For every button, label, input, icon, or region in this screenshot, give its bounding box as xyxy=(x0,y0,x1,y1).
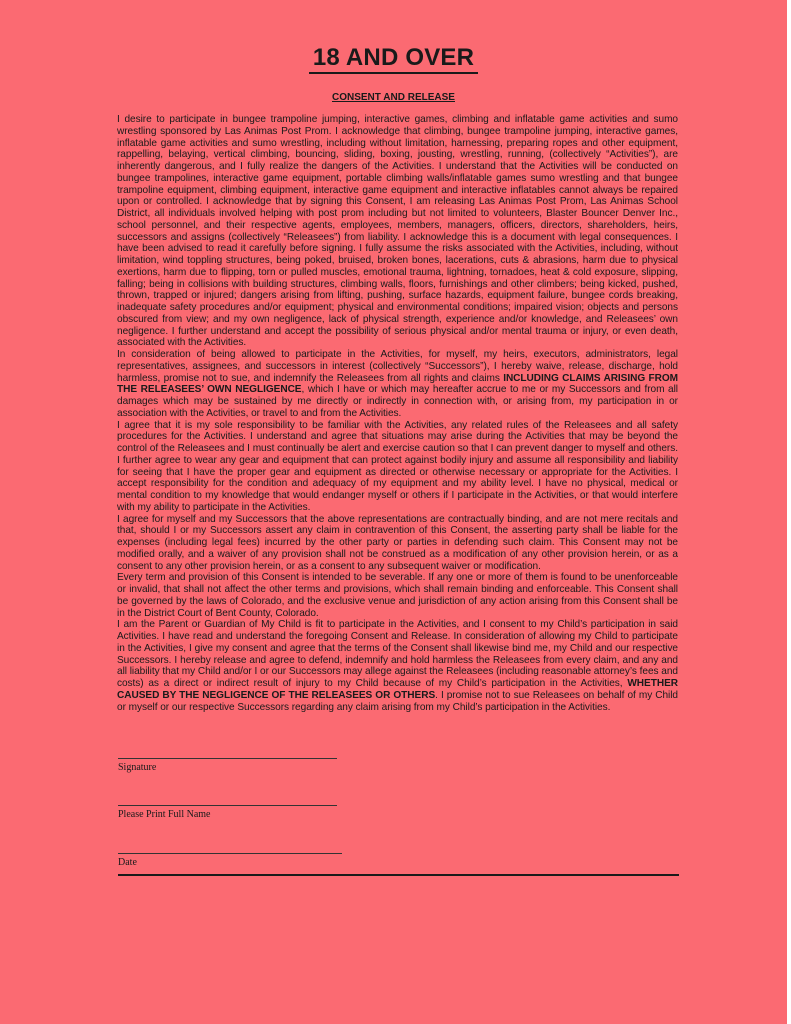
date-label: Date xyxy=(118,857,137,868)
paragraph-text: I agree that it is my sole responsibility to be familiar with the Activities, any related rules of the Releasees and all safety procedures for the Activities. I understand and agree that situations may arise during the Activities that may be beyond the control of the Releasees and I must continually be alert and exercise caution so that I can prevent danger to myself and others. I further agree to wear any gear and equipment that can protect against bodily injury and assume all responsibility and liability for seeing that I have the proper gear and equipment as directed or otherwise necessary or appropriate for the Activities. I accept responsibility for the condition and adequacy of my equipment and my ability level. I have no physical, medical or mental condition to my knowledge that would endanger myself or others if I participate in the Activities, or that would interfere with my ability to participate in the Activities. xyxy=(117,419,678,513)
paragraph-text: I desire to participate in bungee trampoline jumping, interactive games, climbing and inflatable game activities and sumo wrestling sponsored by Las Animas Post Prom. I acknowledge that climbing, bungee trampoline jumping, interactive games, inflatable game activities and sumo wrestling, including without limitation, harnessing, preparing ropes and other equipment, rappelling, belaying, vertical climbing, bouncing, sliding, boxing, jousting, wrestling, running, (collectively “Activities”), are inherently dangerous, and I fully realize the dangers of the Activities. I understand that the Activities will be conducted on bungee trampolines, interactive game equipment, portable climbing walls/inflatable games sumo wrestling and that bungee trampoline equipment, climbing equipment, interactive game equipment and interactive inflatables cannot always be repaired upon or controlled. I acknowledge that by signing this Consent, I am releasing Las Animas Post Prom, Las Animas School District, all individuals involved helping with post prom including but not limited to volunteers, Blaster Bouncer Denver Inc., school personnel, and their respective agents, employees, members, managers, officers, directors, shareholders, heirs, successors and assigns (collectively “Releasees”) from liability. I acknowledge this is a document with legal consequences. I have been advised to read it carefully before signing. I fully assume the risks associated with the Activities, including, without limitation, wind toppling structures, being poked, bruised, broken bones, lacerations, cuts & abrasions, harm due to physical exertions, harm due to flipping, torn or pulled muscles, emotional trauma, lightning, tornadoes, heat & cold exposure, slipping, falling; being in collisions with building structures, climbing walls, floors, furnishings and other climbers; being kicked, pushed, thrown, trapped or injured; dangers arising from lifting, pushing, surface hazards, equipment failure, bungee cords breaking, inadequate safety procedures and/or equipment; physical and environmental conditions; impaired vision; objects and persons obscured from view; and my own negligence, lack of physical strength, experience and/or knowledge, and Releasees’ own negligence. I further understand and accept the possibility of serious physical and/or mental trauma or injury, or even death, associated with the Activities. xyxy=(117,114,678,349)
signature-line[interactable] xyxy=(118,758,337,759)
page-title: 18 AND OVER xyxy=(0,44,787,72)
paragraph-text: I am the Parent or Guardian of My Child is fit to participate in the Activities, and I consent to my Child’s participation in said Activities. I have read and understand the foregoing Consent and Release. In consideration of allowing my Child to participate in the Activities, I give my consent and agree that the terms of the Consent shall likewise bind me, my Child and our respective Successors. I hereby release and agree to defend, indemnify and hold harmless the Releasees from every claim, and any and all liability that my Child and/or I or our Successors may allege against the Releasees (including reasonable attorney’s fees and costs) as a direct or indirect result of injury to my Child because of my Child’s participation in the Activities, xyxy=(117,619,678,689)
full-name-line[interactable] xyxy=(118,805,337,806)
full-name-field[interactable] xyxy=(118,805,337,820)
signature-label: Signature xyxy=(118,762,157,773)
release-body xyxy=(117,114,678,713)
paragraph-activities-risks xyxy=(117,114,678,349)
full-name-label: Please Print Full Name xyxy=(118,809,211,820)
paragraph-binding xyxy=(117,514,678,573)
paragraph-text: I agree for myself and my Successors that the above representations are contractually binding, and are not mere recitals and that, should I or my Successors assert any claim in contravention of this Consent, the asserting party shall be liable for the expenses (including legal fees) incurred by the other party or parties in defending such claim. This Consent may not be modified orally, and a waiver of any provision shall not be construed as a modification of any other provision herein, or as a consent to any other provision herein, or as a consent to any subsequent waiver or modification. xyxy=(117,513,678,572)
paragraph-text: , which I have or which may hereafter accrue to me or my Successors and from all damages which may be sustained by me directly or indirectly in connection with, or arising from, my participation in or association with the Activities, or travel to and from the Activities. xyxy=(117,384,678,419)
page-subtitle: CONSENT AND RELEASE xyxy=(332,92,455,103)
paragraph-emphasis: INCLUDING CLAIMS ARISING FROM THE RELEASEES’ OWN NEGLIGENCE xyxy=(117,372,678,396)
date-field[interactable] xyxy=(118,853,342,868)
paragraph-emphasis: WHETHER CAUSED BY THE NEGLIGENCE OF THE RELEASEES OR OTHERS xyxy=(117,678,678,701)
paragraph-guardian-consent xyxy=(117,619,678,713)
signature-field[interactable] xyxy=(118,758,337,773)
paragraph-text: Every term and provision of this Consent is intended to be severable. If any one or more of them is found to be unenforceable or invalid, that shall not affect the other terms and provisions, which shall remain binding and enforceable. This Consent shall be governed by the laws of Colorado, and the exclusive venue and jurisdiction of any action arising from this Consent shall be in the District Court of Bent County, Colorado. xyxy=(117,572,678,619)
paragraph-severability xyxy=(117,572,678,619)
bottom-divider xyxy=(118,874,679,876)
paragraph-waiver xyxy=(117,349,678,420)
paragraph-responsibility xyxy=(117,420,678,514)
paragraph-text: In consideration of being allowed to participate in the Activities, for myself, my heirs, executors, administrators, legal representatives, assignees, and successors in interest (collectively “Successors”), I hereby waive, release, discharge, hold harmless, promise not to sue, and indemnify the Releasees from all rights and claims xyxy=(117,349,678,384)
date-line[interactable] xyxy=(118,853,342,854)
paragraph-text: . I promise not to sue Releasees on behalf of my Child or myself or our respective Successors regarding any claim arising from my Child’s participation in the Activities. xyxy=(117,689,678,713)
